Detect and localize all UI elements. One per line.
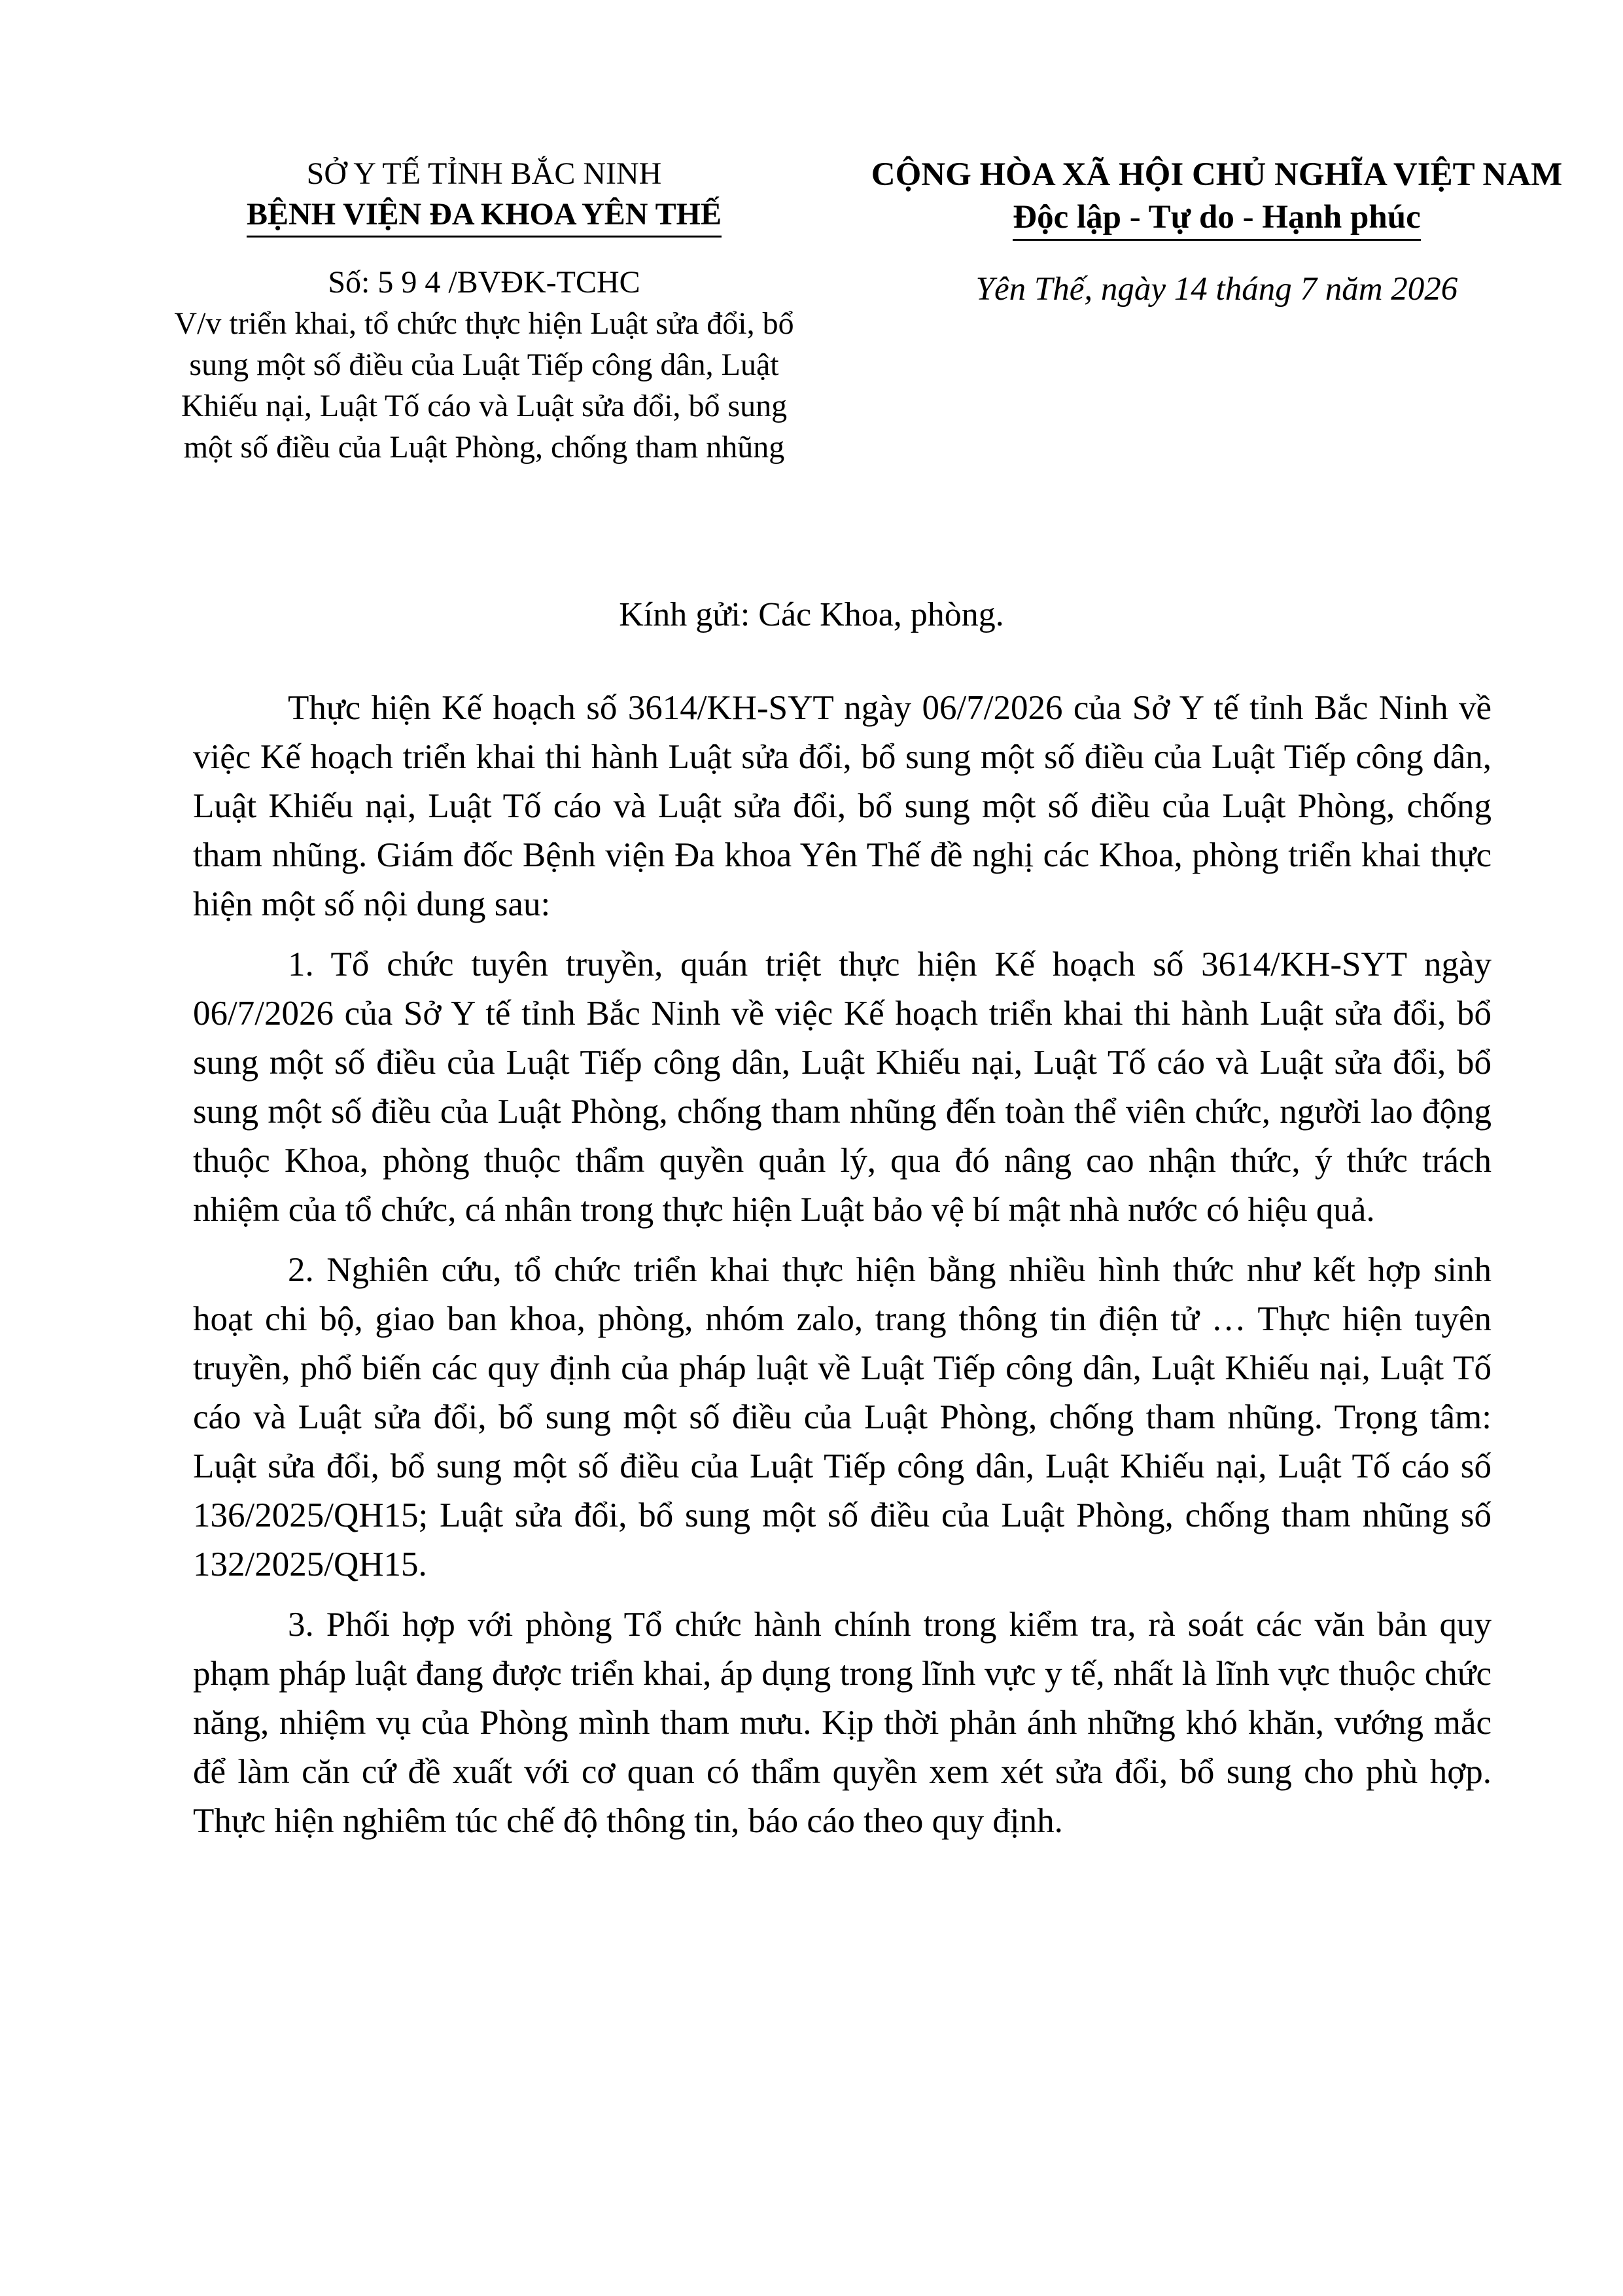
national-header-block [844, 154, 1590, 310]
document-body [193, 684, 1492, 1857]
organization-name: BỆNH VIỆN ĐA KHOA YÊN THẾ [247, 195, 722, 238]
recipient-line: Kính gửi: Các Khoa, phòng. [619, 596, 1004, 633]
parent-agency: SỞ Y TẾ TỈNH BẮC NINH [306, 156, 662, 191]
document-subject: V/v triển khai, tổ chức thực hiện Luật sửa đổi, bổ sung một số điều của Luật Tiếp công dân, Luật Khiếu nại, Luật Tố cáo và Luật sửa đổi, bổ sung một số điều của Luật Phòng, chống tham nhũng [174, 306, 794, 465]
intro-paragraph: Thực hiện Kế hoạch số 3614/KH-SYT ngày 06/7/2026 của Sở Y tế tỉnh Bắc Ninh về việc Kế hoạch triển khai thi hành Luật sửa đổi, bổ sung một số điều của Luật Tiếp công dân, Luật Khiếu nại, Luật Tố cáo và Luật sửa đổi, bổ sung một số điều của Luật Phòng, chống tham nhũng. Giám đốc Bệnh viện Đa khoa Yên Thế đề nghị các Khoa, phòng triển khai thực hiện một số nội dung sau: [193, 689, 1492, 923]
place-date: Yên Thế, ngày 14 tháng 7 năm 2026 [975, 271, 1458, 308]
issuing-agency-block [170, 154, 798, 468]
item-1-paragraph: 1. Tổ chức tuyên truyền, quán triệt thực hiện Kế hoạch số 3614/KH-SYT ngày 06/7/2026 của Sở Y tế tỉnh Bắc Ninh về việc Kế hoạch triển khai thi hành Luật sửa đổi, bổ sung một số điều của Luật Tiếp công dân, Luật Khiếu nại, Luật Tố cáo và Luật sửa đổi, bổ sung một số điều của Luật Phòng, chống tham nhũng đến toàn thể viên chức, người lao động thuộc Khoa, phòng thuộc thẩm quyền quản lý, qua đó nâng cao nhận thức, ý thức trách nhiệm của tổ chức, cá nhân trong thực hiện Luật bảo vệ bí mật nhà nước có hiệu quả. [193, 945, 1492, 1229]
item-2-paragraph: 2. Nghiên cứu, tổ chức triển khai thực hiện bằng nhiều hình thức như kết hợp sinh hoạt chi bộ, giao ban khoa, phòng, nhóm zalo, trang thông tin điện tử … Thực hiện tuyên truyền, phổ biến các quy định của pháp luật về Luật Tiếp công dân, Luật Khiếu nại, Luật Tố cáo và Luật sửa đổi, bổ sung một số điều của Luật Phòng, chống tham nhũng. Trọng tâm: Luật sửa đổi, bổ sung một số điều của Luật Tiếp công dân, Luật Khiếu nại, Luật Tố cáo số 136/2025/QH15; Luật sửa đổi, bổ sung một số điều của Luật Phòng, chống tham nhũng số 132/2025/QH15. [193, 1251, 1492, 1583]
national-motto: Độc lập - Tự do - Hạnh phúc [1013, 197, 1420, 241]
national-title: CỘNG HÒA XÃ HỘI CHỦ NGHĨA VIỆT NAM [871, 156, 1563, 193]
document-number: Số: 5 9 4 /BVĐK-TCHC [328, 265, 640, 300]
item-3-paragraph: 3. Phối hợp với phòng Tổ chức hành chính trong kiểm tra, rà soát các văn bản quy phạm pháp luật đang được triển khai, áp dụng trong lĩnh vực y tế, nhất là lĩnh vực thuộc chức năng, nhiệm vụ của Phòng mình tham mưu. Kịp thời phản ánh những khó khăn, vướng mắc để làm căn cứ đề xuất với cơ quan có thẩm quyền xem xét sửa đổi, bổ sung cho phù hợp. Thực hiện nghiêm túc chế độ thông tin, báo cáo theo quy định. [193, 1606, 1492, 1840]
